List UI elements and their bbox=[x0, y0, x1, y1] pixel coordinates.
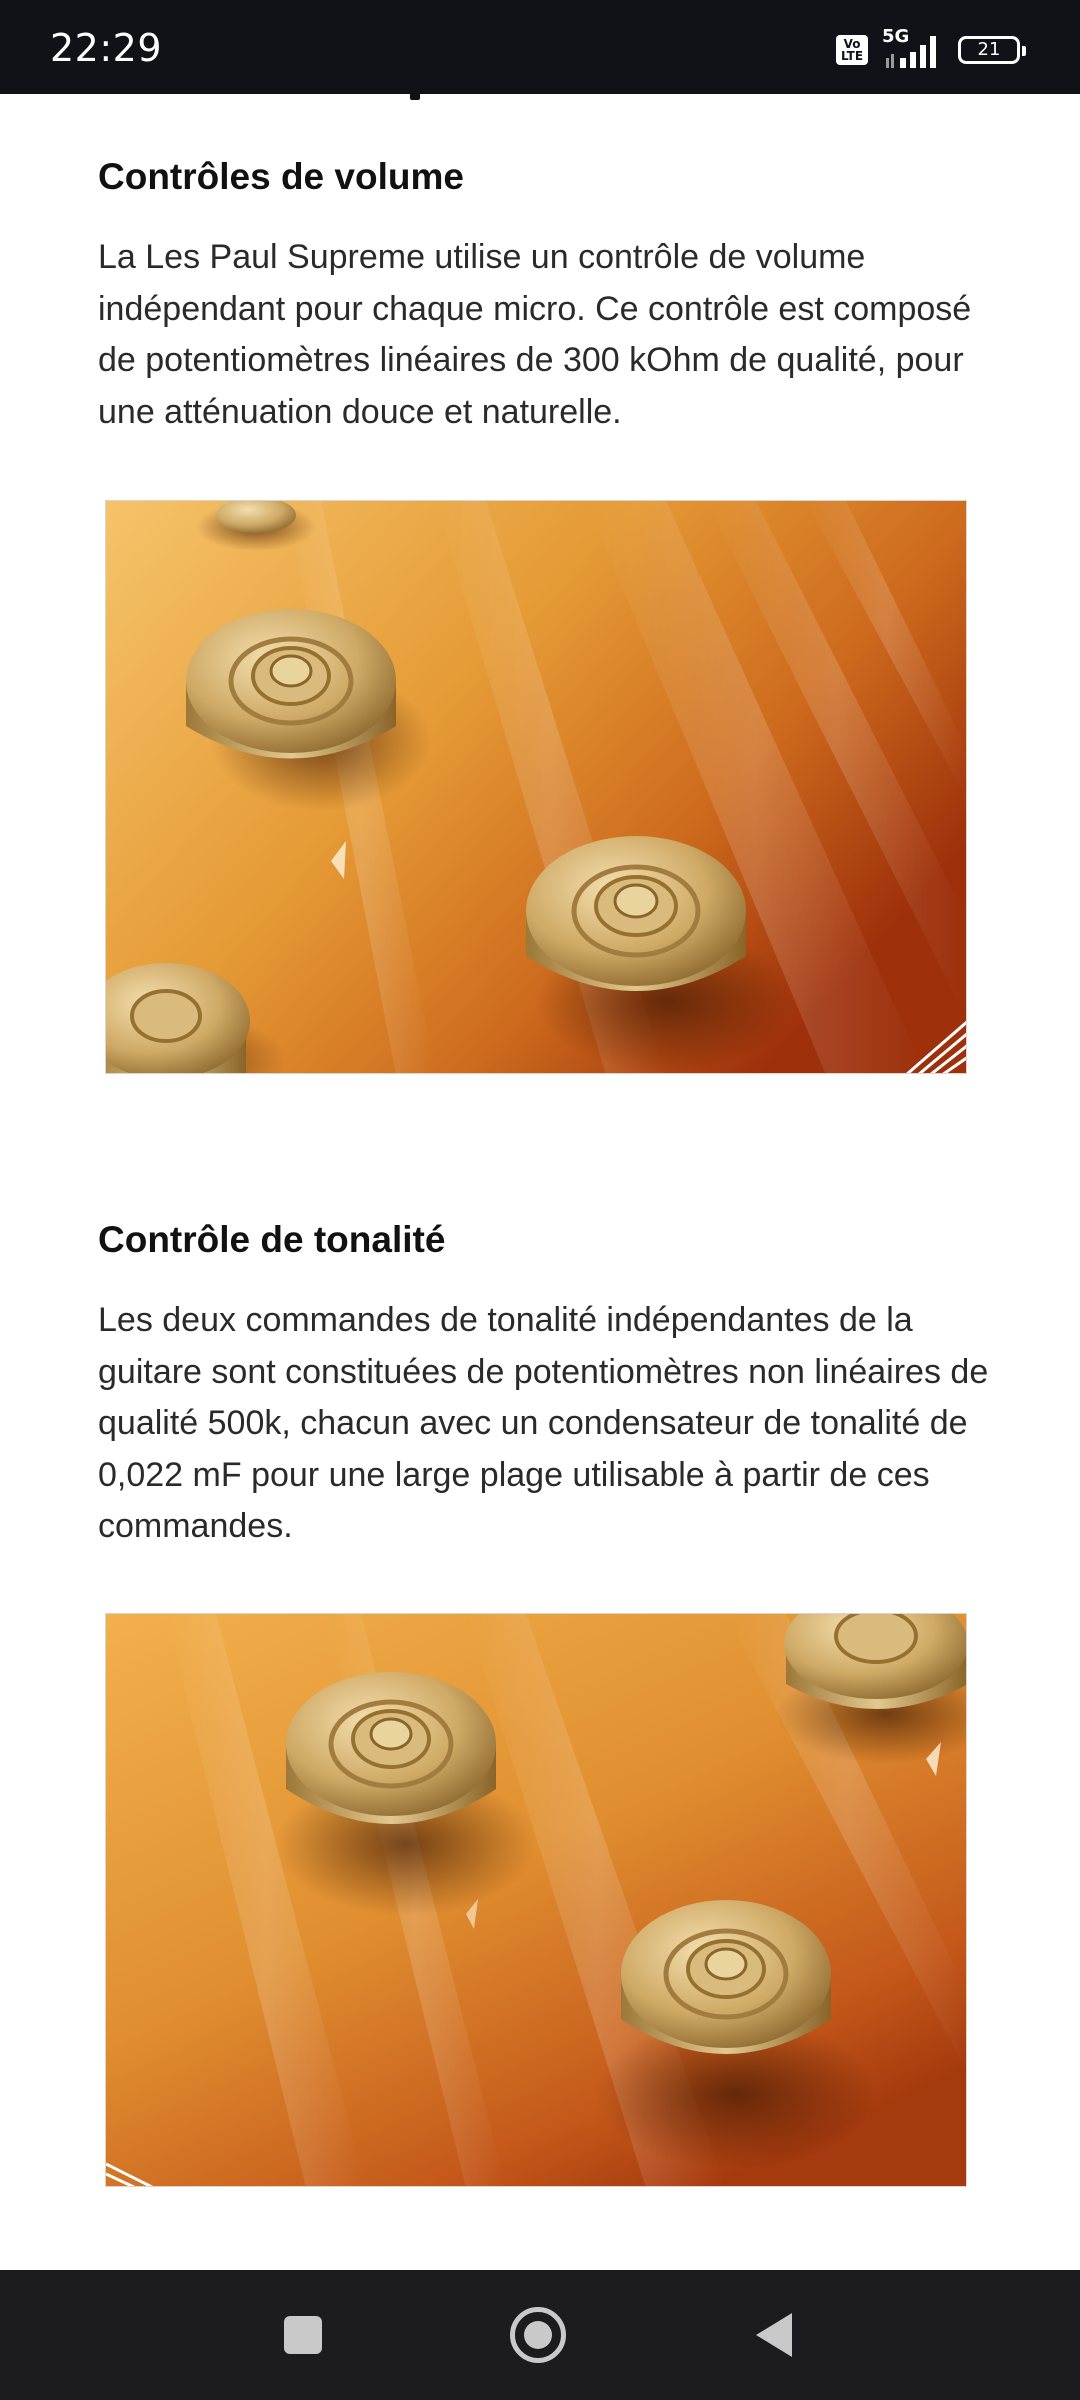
clipped-text-fragment bbox=[410, 94, 420, 100]
back-triangle-icon bbox=[756, 2313, 792, 2357]
volte-top-label: Vo bbox=[843, 37, 861, 51]
navigation-bar bbox=[0, 2270, 1080, 2400]
status-icons bbox=[836, 26, 1020, 70]
recents-button[interactable] bbox=[238, 2270, 368, 2400]
home-button[interactable] bbox=[473, 2270, 603, 2400]
knobs-photo-2 bbox=[106, 1614, 967, 2187]
volume-knobs-image bbox=[105, 500, 967, 1074]
volte-icon bbox=[836, 35, 868, 65]
recents-square-icon bbox=[284, 2316, 322, 2354]
tone-paragraph: Les deux commandes de tonalité indépendantes de la guitare sont constituées de potentiomètres non linéaires de qualité 500k, chacun avec un condensateur de tonalité de 0,022 mF pour une large plage utilisable à partir de ces commandes. bbox=[98, 1301, 989, 1545]
battery-level: 21 bbox=[977, 39, 1001, 60]
volume-heading: Contrôles de volume bbox=[98, 156, 464, 197]
network-type-label: 5G bbox=[882, 26, 910, 47]
back-button[interactable] bbox=[709, 2270, 839, 2400]
knobs-photo-1 bbox=[106, 501, 967, 1074]
tone-knobs-image bbox=[105, 1613, 967, 2187]
battery-icon bbox=[958, 36, 1020, 64]
volte-bottom-label: LTE bbox=[840, 49, 864, 63]
tone-heading: Contrôle de tonalité bbox=[98, 1219, 446, 1260]
tone-section bbox=[98, 1219, 1018, 1553]
status-bar bbox=[0, 0, 1080, 94]
status-time: 22:29 bbox=[50, 26, 163, 70]
volume-section bbox=[98, 156, 1018, 438]
signal-icon bbox=[882, 26, 944, 70]
home-circle-icon bbox=[510, 2307, 566, 2363]
volume-paragraph: La Les Paul Supreme utilise un contrôle de volume indépendant pour chaque micro. Ce contrôle est composé de potentiomètres linéaires de 300 kOhm de qualité, pour une atténuation douce et naturelle. bbox=[98, 238, 972, 431]
clipped-heading-fragment bbox=[0, 94, 1080, 104]
